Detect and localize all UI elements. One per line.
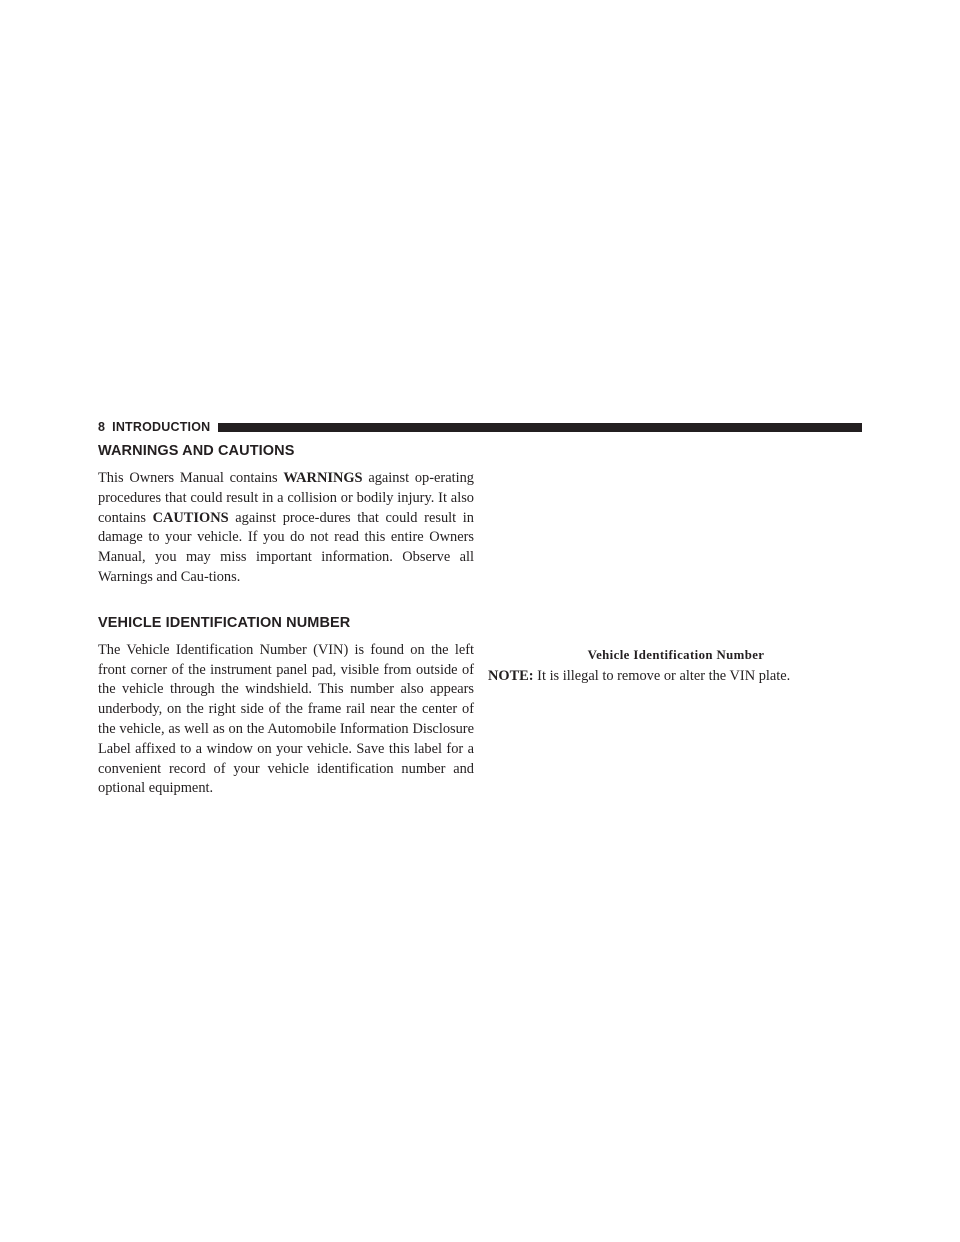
right-column xyxy=(488,440,862,686)
warnings-heading: WARNINGS AND CAUTIONS xyxy=(98,443,295,459)
warnings-text-3: against proce-dures that could result in damage to your vehicle. If you do not read this entire Owners Manual, you may miss important information. Observe all Warnings and Cau-tions. xyxy=(98,509,474,585)
warnings-keyword: WARNINGS xyxy=(283,470,363,486)
section-name: INTRODUCTION xyxy=(112,420,211,434)
vin-heading: VEHICLE IDENTIFICATION NUMBER xyxy=(98,614,351,631)
warnings-text-2: against op-erating procedures that could result in a collision or bodily injury. It also contains xyxy=(98,470,474,526)
left-column xyxy=(98,440,474,799)
note-paragraph xyxy=(488,666,862,686)
warnings-text-1: This Owners Manual contains xyxy=(98,470,284,486)
warnings-paragraph xyxy=(98,469,474,588)
vin-paragraph: The Vehicle Identification Number (VIN) is found on the left front corner of the instrument panel pad, visible from outside of the vehicle through the windshield. This number also appears underbody, on the right side of the frame rail near the center of the vehicle, as well as on the Automobile Information Disclosure Label affixed to a window on your vehicle. Save this label for a convenient record of your vehicle identification number and optional equipment. xyxy=(98,641,474,797)
vin-figure-placeholder xyxy=(488,440,862,646)
cautions-keyword: CAUTIONS xyxy=(152,509,229,526)
note-label: NOTE: xyxy=(488,668,534,684)
page-number: 8 xyxy=(98,420,106,434)
note-text: It is illegal to remove or alter the VIN plate. xyxy=(533,668,791,684)
figure-caption: Vehicle Identification Number xyxy=(587,648,765,662)
header-rule xyxy=(218,423,862,432)
page-header xyxy=(98,420,862,434)
